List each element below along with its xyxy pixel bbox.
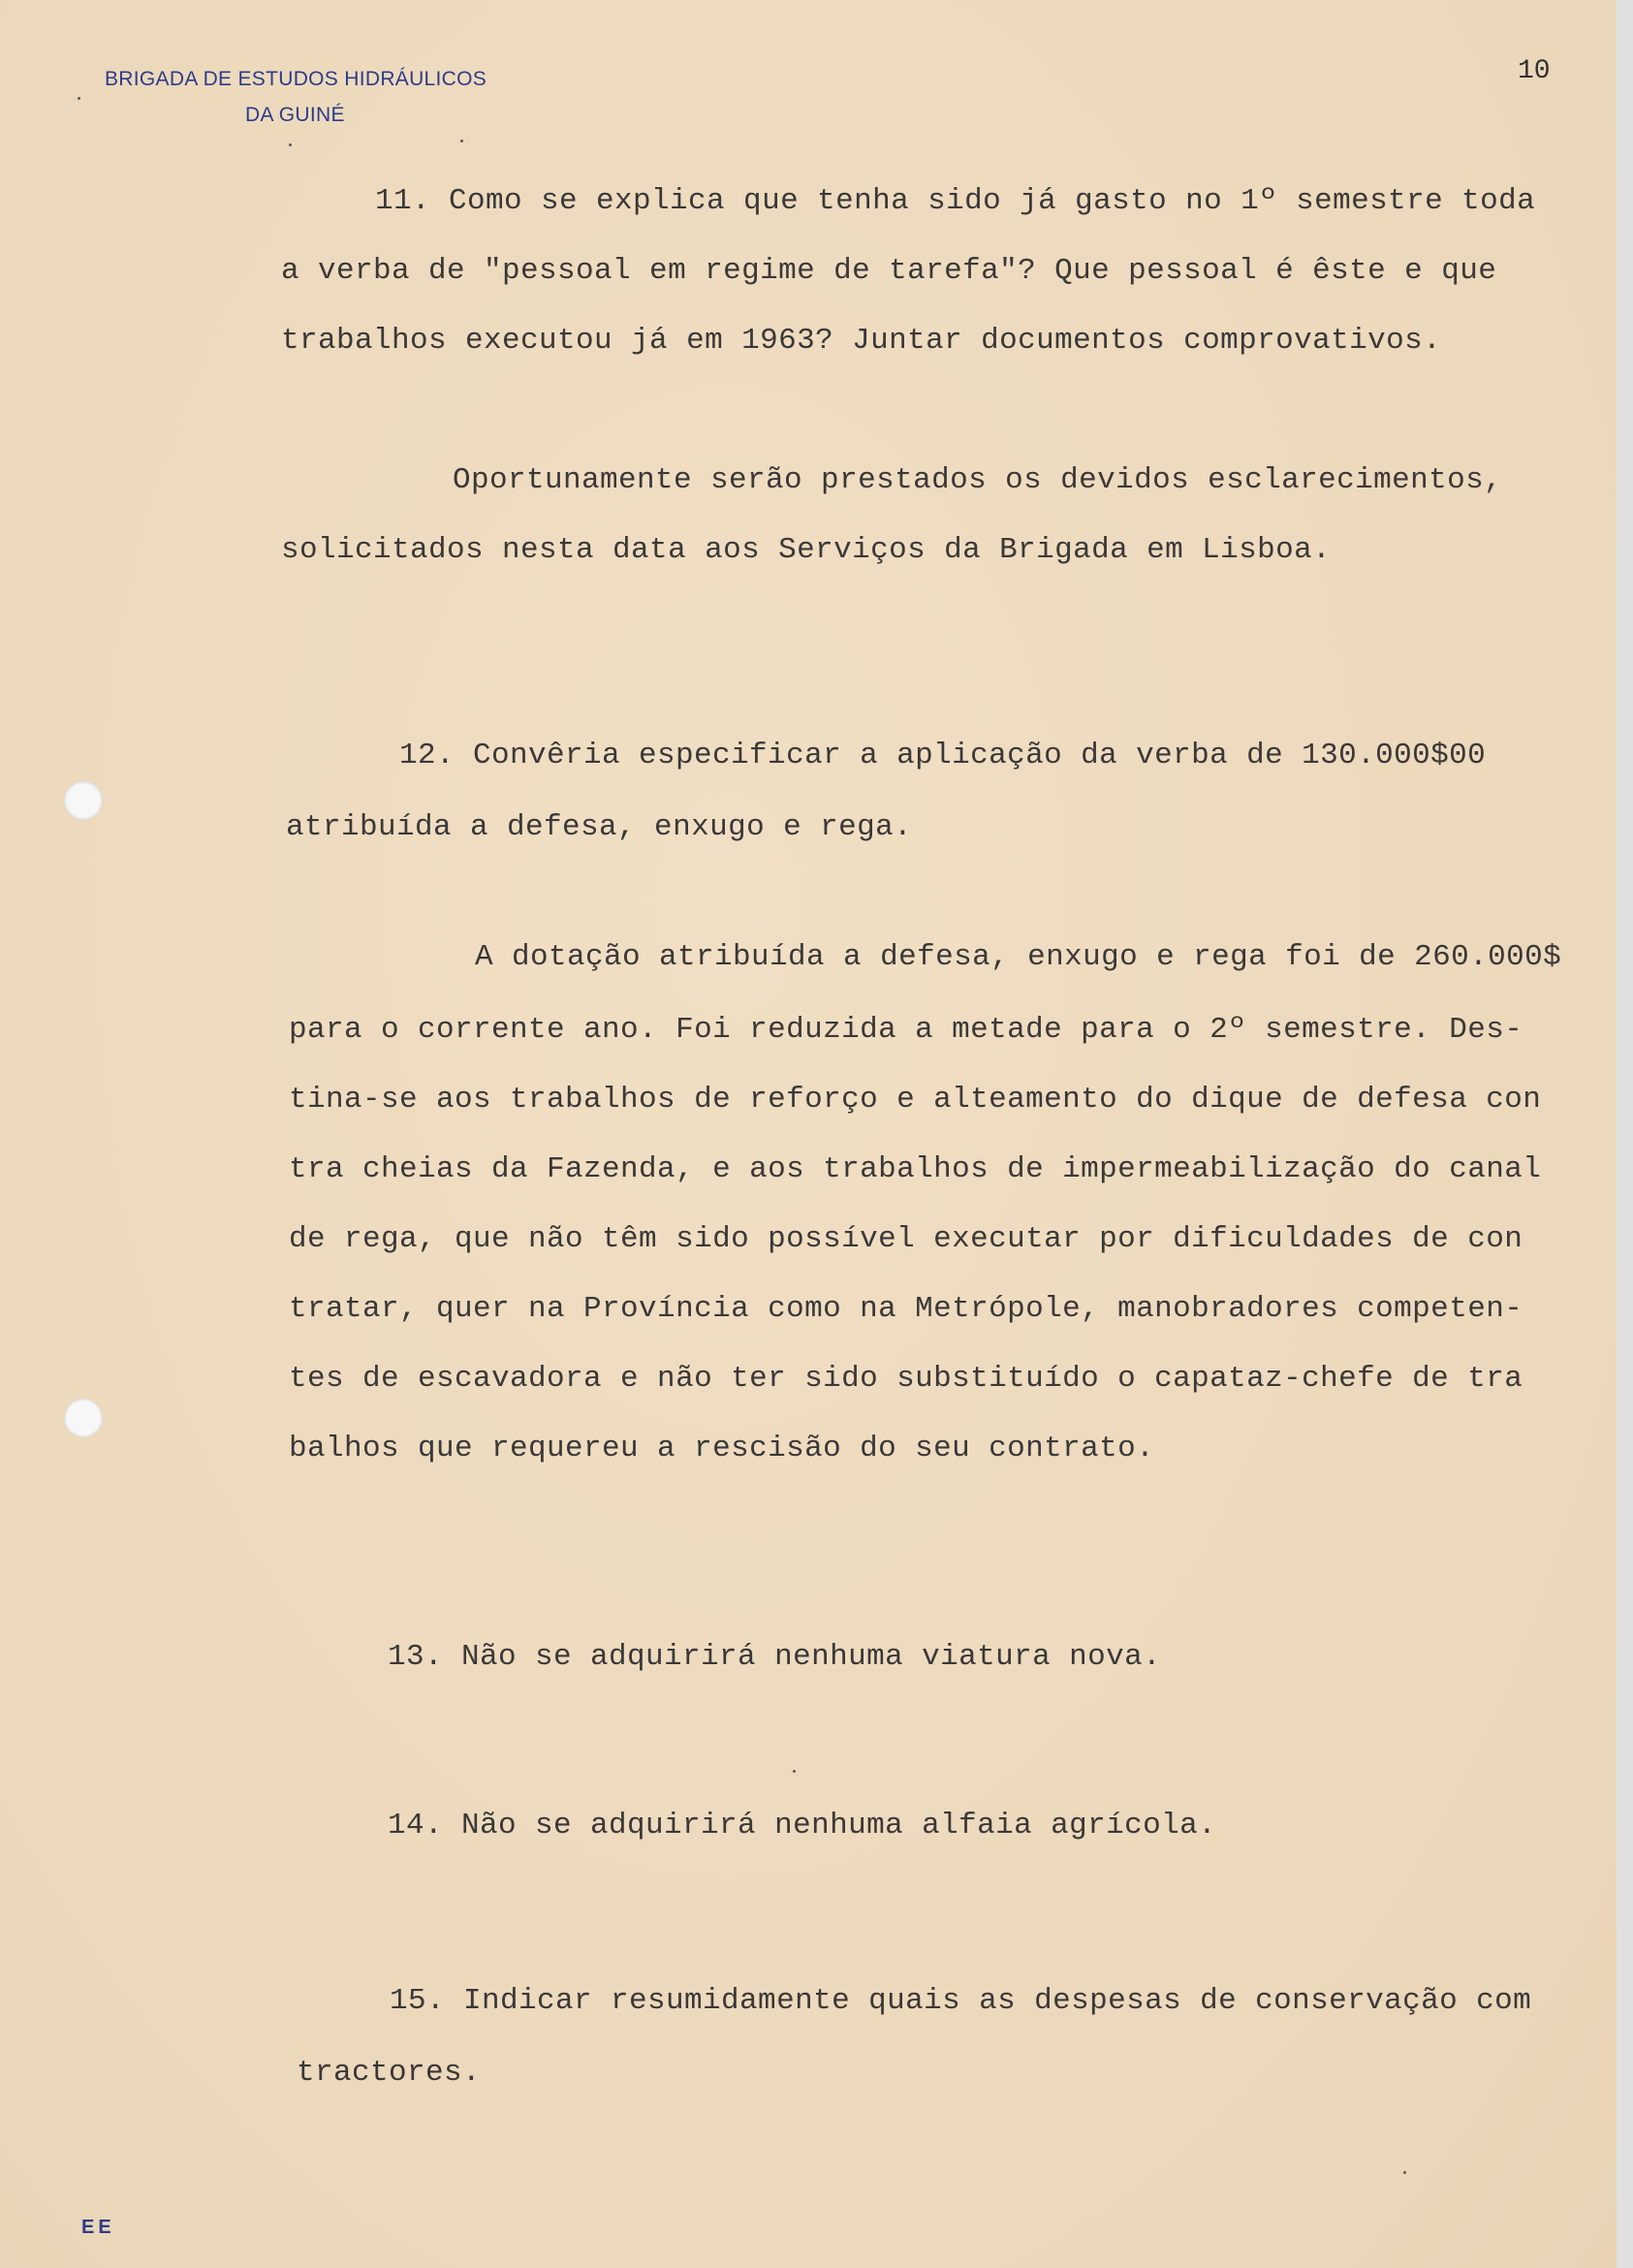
text-line: trabalhos executou já em 1963? Juntar documentos comprovativos. <box>281 324 1442 358</box>
text-line: Oportunamente serão prestados os devidos esclarecimentos, <box>453 463 1503 497</box>
text-line: tractores. <box>297 2056 482 2090</box>
text-line: tra cheias da Fazenda, e aos trabalhos de impermeabilização do canal <box>289 1152 1542 1186</box>
text-line: de rega, que não têm sido possível executar por dificuldades de con <box>289 1222 1523 1256</box>
text-line: balhos que requereu a rescisão do seu contrato. <box>289 1432 1155 1465</box>
letterhead-line-1: BRIGADA DE ESTUDOS HIDRÁULICOS <box>105 68 487 90</box>
page-number: 10 <box>1518 56 1551 86</box>
text-line: para o corrente ano. Foi reduzida a metade para o 2º semestre. Des- <box>289 1013 1523 1047</box>
footer-mark: EE <box>81 2217 115 2238</box>
text-line: atribuída a defesa, enxugo e rega. <box>286 810 913 844</box>
text-line: 14. Não se adquirirá nenhuma alfaia agrícola. <box>388 1809 1217 1843</box>
speck <box>78 97 80 100</box>
text-line: tes de escavadora e não ter sido substituído o capataz-chefe de tra <box>289 1362 1523 1396</box>
speck <box>289 143 292 146</box>
punch-hole <box>64 1399 103 1437</box>
text-line: 15. Indicar resumidamente quais as despesas de conservação com <box>390 1984 1532 2018</box>
text-line: 12. Convêria especificar a aplicação da verba de 130.000$00 <box>399 739 1487 772</box>
text-line: 13. Não se adquirirá nenhuma viatura nova. <box>388 1640 1162 1674</box>
text-line: a verba de "pessoal em regime de tarefa"? Que pessoal é êste e que <box>281 254 1497 288</box>
speck <box>1403 2171 1406 2174</box>
text-line: solicitados nesta data aos Serviços da Brigada em Lisboa. <box>281 533 1332 567</box>
speck <box>793 1770 796 1773</box>
text-line: tratar, quer na Província como na Metrópole, manobradores competen- <box>289 1292 1523 1326</box>
text-line: tina-se aos trabalhos de reforço e alteamento do dique de defesa con <box>289 1083 1542 1117</box>
letterhead-line-2: DA GUINÉ <box>245 104 345 126</box>
punch-hole <box>64 781 103 820</box>
text-line: 11. Como se explica que tenha sido já gasto no 1º semestre toda <box>375 184 1536 218</box>
text-line: A dotação atribuída a defesa, enxugo e rega foi de 260.000$ <box>475 940 1562 974</box>
page-edge <box>1617 0 1633 2268</box>
speck <box>460 140 463 142</box>
